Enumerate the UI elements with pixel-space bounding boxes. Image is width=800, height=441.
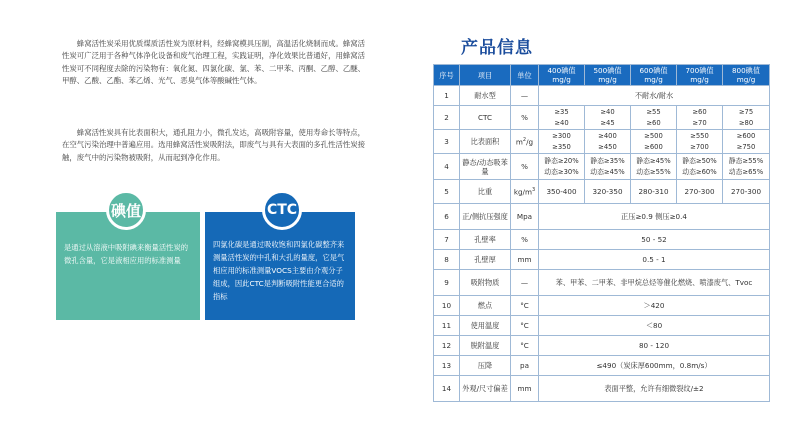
- table-row: [434, 204, 770, 230]
- table-row: [434, 316, 770, 336]
- item-cell: 外观/尺寸偏差: [460, 376, 511, 402]
- value-cell: ≥40 ≥45: [585, 106, 631, 130]
- value-cell: 静态≥50% 动态≥60%: [677, 154, 723, 180]
- row-number-cell: 1: [434, 86, 460, 106]
- product-info-title: 产品信息: [461, 38, 533, 58]
- merged-value-cell: 表面平整，允许有细微裂纹/±2: [539, 376, 770, 402]
- unit-cell: pa: [511, 356, 539, 376]
- column-header: 序号: [434, 65, 460, 86]
- row-number-cell: 13: [434, 356, 460, 376]
- column-header: 项目: [460, 65, 511, 86]
- row-number-cell: 8: [434, 250, 460, 270]
- column-header: 单位: [511, 65, 539, 86]
- item-cell: 压降: [460, 356, 511, 376]
- merged-value-cell: ≤490（炭床厚600mm，0.8m/s）: [539, 356, 770, 376]
- value-cell: ≥300 ≥350: [539, 130, 585, 154]
- value-cell: ≥55 ≥60: [631, 106, 677, 130]
- column-header: 500碘值 mg/g: [585, 65, 631, 86]
- column-header: 600碘值 mg/g: [631, 65, 677, 86]
- item-cell: 吸附物质: [460, 270, 511, 296]
- value-cell: 静态≥20% 动态≥30%: [539, 154, 585, 180]
- row-number-cell: 9: [434, 270, 460, 296]
- table-row: [434, 250, 770, 270]
- ctc-badge: CTC: [262, 190, 302, 230]
- unit-cell: %: [511, 230, 539, 250]
- row-number-cell: 7: [434, 230, 460, 250]
- merged-value-cell: 不耐水/耐水: [539, 86, 770, 106]
- value-cell: ≥35 ≥40: [539, 106, 585, 130]
- item-cell: CTC: [460, 106, 511, 130]
- unit-cell: mm: [511, 376, 539, 402]
- unit-cell: %: [511, 154, 539, 180]
- iodine-badge: 碘值: [106, 190, 146, 230]
- row-number-cell: 5: [434, 180, 460, 204]
- table-row: [434, 180, 770, 204]
- item-cell: 耐水型: [460, 86, 511, 106]
- item-cell: 静态/动态吸苯量: [460, 154, 511, 180]
- value-cell: 350-400: [539, 180, 585, 204]
- value-cell: ≥550 ≥700: [677, 130, 723, 154]
- intro-paragraph-2: 蜂窝活性炭具有比表面积大，通孔阻力小，微孔发达，高吸附容量，使用寿命长等特点，在空气污染治理中普遍应用。选用蜂窝活性炭吸附法，即废气与具有大表面的多孔性活性炭接触，废气中的污染物被吸附，从而起到净化作用。: [62, 128, 366, 162]
- item-cell: 比表面积: [460, 130, 511, 154]
- table-row: [434, 336, 770, 356]
- unit-cell: $m^2/g$: [511, 130, 539, 154]
- table-row: [434, 376, 770, 402]
- value-cell: 320-350: [585, 180, 631, 204]
- column-header: 800碘值 mg/g: [723, 65, 770, 86]
- column-header: 400碘值 mg/g: [539, 65, 585, 86]
- item-cell: 脱附温度: [460, 336, 511, 356]
- table-row: [434, 130, 770, 154]
- value-cell: 静态≥45% 动态≥55%: [631, 154, 677, 180]
- merged-value-cell: 正压≥0.9 侧压≥0.4: [539, 204, 770, 230]
- table-row: [434, 106, 770, 130]
- merged-value-cell: 50 - 52: [539, 230, 770, 250]
- merged-value-cell: ＞420: [539, 296, 770, 316]
- table-header-row: [434, 65, 770, 86]
- unit-superscript: 2: [522, 137, 527, 144]
- row-number-cell: 12: [434, 336, 460, 356]
- unit-cell: °C: [511, 296, 539, 316]
- value-cell: 280-310: [631, 180, 677, 204]
- unit-cell: mm: [511, 250, 539, 270]
- ctc-card-text: 四氯化碳是通过吸收饱和四氯化碳整齐来测量活性炭的中孔和大孔的量度，它是气相应用的标准测量VOCS主要由介观分子组成，因此CTC是判断吸附性能更合适的指标: [213, 240, 345, 301]
- value-cell: ≥400 ≥450: [585, 130, 631, 154]
- merged-value-cell: 苯、甲苯、二甲苯、非甲烷总烃等催化燃烧、喷漆废气、Tvoc: [539, 270, 770, 296]
- value-cell: 静态≥35% 动态≥45%: [585, 154, 631, 180]
- unit-cell: °C: [511, 336, 539, 356]
- value-cell: ≥500 ≥600: [631, 130, 677, 154]
- table-row: [434, 230, 770, 250]
- value-cell: 270-300: [677, 180, 723, 204]
- unit-cell: °C: [511, 316, 539, 336]
- item-cell: 燃点: [460, 296, 511, 316]
- row-number-cell: 10: [434, 296, 460, 316]
- item-cell: 使用温度: [460, 316, 511, 336]
- value-cell: ≥75 ≥80: [723, 106, 770, 130]
- value-cell: 静态≥55% 动态≥65%: [723, 154, 770, 180]
- table-row: [434, 154, 770, 180]
- table-row: [434, 86, 770, 106]
- unit-cell: %: [511, 106, 539, 130]
- item-cell: 孔壁厚: [460, 250, 511, 270]
- unit-cell: $kg/m^3$: [511, 180, 539, 204]
- item-cell: 孔壁率: [460, 230, 511, 250]
- table-row: [434, 296, 770, 316]
- column-header: 700碘值 mg/g: [677, 65, 723, 86]
- row-number-cell: 4: [434, 154, 460, 180]
- row-number-cell: 6: [434, 204, 460, 230]
- value-cell: 270-300: [723, 180, 770, 204]
- merged-value-cell: ＜80: [539, 316, 770, 336]
- unit-cell: —: [511, 270, 539, 296]
- product-spec-table: [433, 64, 770, 402]
- row-number-cell: 11: [434, 316, 460, 336]
- table-row: [434, 270, 770, 296]
- value-cell: ≥60 ≥70: [677, 106, 723, 130]
- value-cell: ≥600 ≥750: [723, 130, 770, 154]
- item-cell: 比重: [460, 180, 511, 204]
- merged-value-cell: 80 - 120: [539, 336, 770, 356]
- merged-value-cell: 0.5 - 1: [539, 250, 770, 270]
- unit-cell: —: [511, 86, 539, 106]
- row-number-cell: 3: [434, 130, 460, 154]
- unit-superscript: 3: [531, 187, 536, 194]
- row-number-cell: 2: [434, 106, 460, 130]
- unit-cell: Mpa: [511, 204, 539, 230]
- iodine-card-text: 是通过从溶液中吸附碘来衡量活性炭的微孔含量，它是液相应用的标准测量: [64, 243, 189, 265]
- item-cell: 正/侧抗压强度: [460, 204, 511, 230]
- intro-paragraph-1: 蜂窝活性炭采用优质煤质活性炭为原材料，经蜂窝模具压制，高温活化烧制而成。蜂窝活性炭可广泛用于各种气体净化设备和废气治理工程，实践证明，净化效果比普通好，用蜂窝活性炭可不同程度去除的污染物有：氧化氮、四氯化碳、氯、苯、二甲苯、丙酮、乙醇、乙醚、甲醇、乙酸、乙酯、苯乙烯、光气、恶臭气体等酸碱性气体。: [62, 39, 366, 86]
- row-number-cell: 14: [434, 376, 460, 402]
- table-row: [434, 356, 770, 376]
